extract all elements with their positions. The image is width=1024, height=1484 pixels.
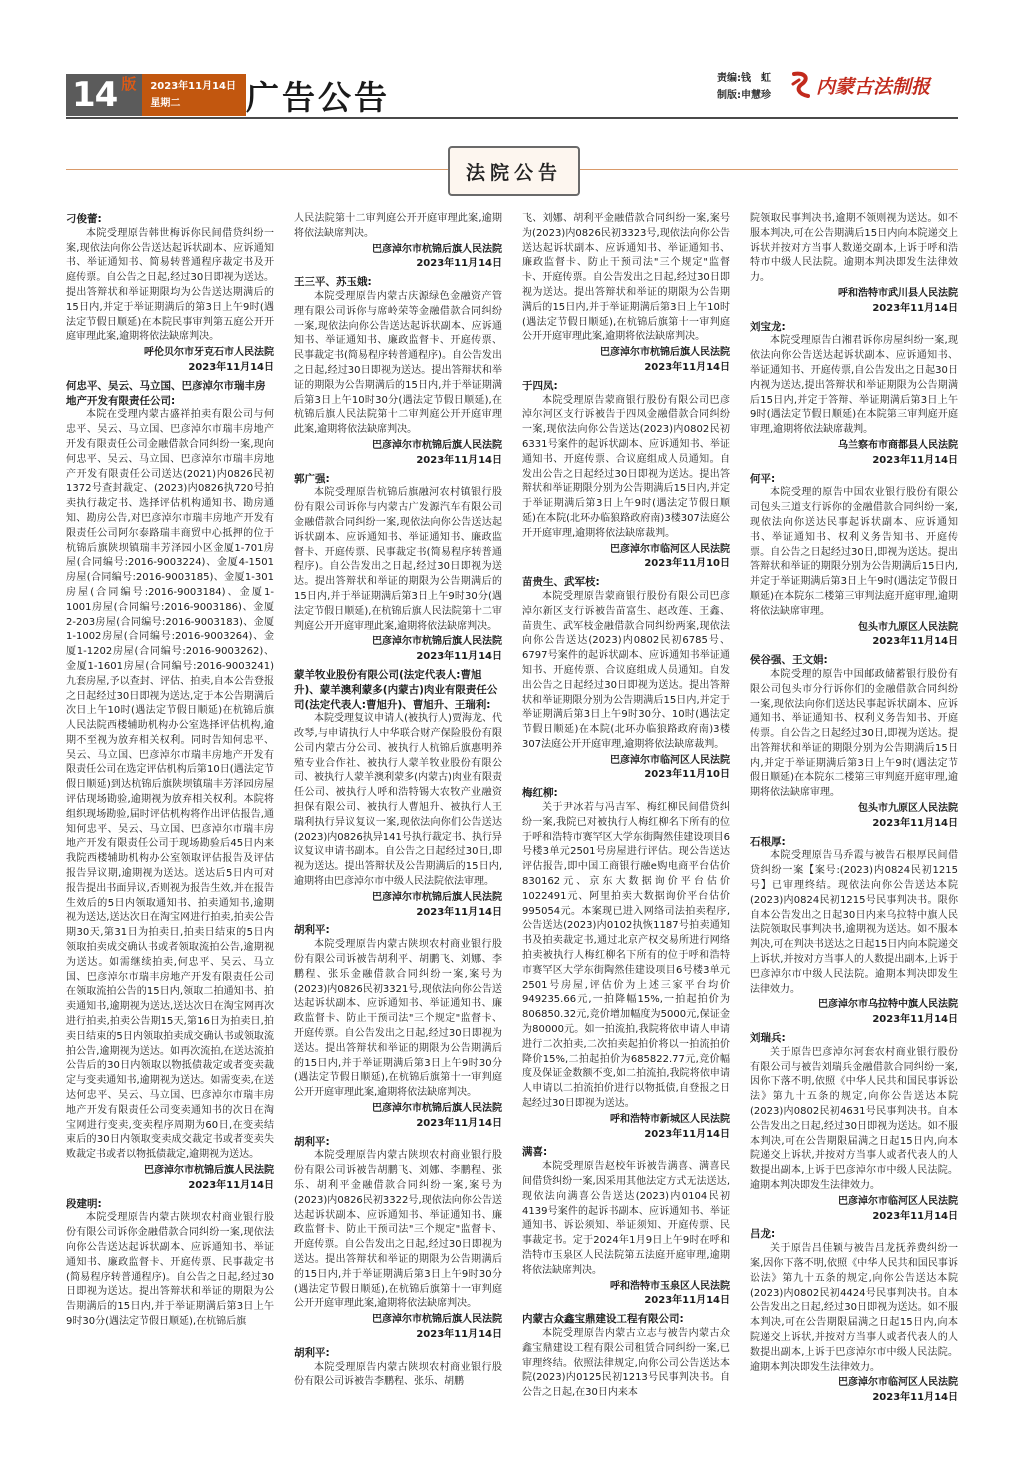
notice-body: 人民法院第十二审判庭公开开庭审理此案,逾期将依法缺席判决。 (294, 213, 502, 239)
notice-court: 巴彦淖尔市杭锦后旗人民法院 (372, 1103, 502, 1115)
notice-body: 飞、刘娜、胡利平金融借款合同纠纷一案,案号为(2023)内0826民初3323号,现依法向你公告送达起诉状副本、应诉通知书、举证通知书、廉政监督卡、防止干预司法"三个规定"监督卡、开庭传票。自公告发出之日起,经过30日即视为送达。提出答辩状和举证的期限为公告期满后的15日内,并于举证期满后第3日上午10时(遇法定节假日顺延),在杭锦后旗第十一审判庭公开开庭审理此案,逾期将依法缺席判决。 (522, 213, 730, 343)
notice-court: 呼和浩特市玉泉区人民法院 (610, 1280, 730, 1292)
notice-body: 本院受理原告韩世梅诉你民间借贷纠纷一案,现依法向你公告送达起诉状副本、应诉通知书、举证通知书、简易转普通程序裁定书及开庭传票。自公告之日起,经过30日即视为送达。提出答辩状和举证期限均为公告送达期满后的15日内,并定于举证期满后的第3日上午9时(遇法定节假日顺延)在本院民事审判第五庭公开开庭审理此案,逾期将依法缺席判决。 (66, 227, 274, 343)
notice-court: 包头市九原区人民法院 (858, 621, 958, 633)
court-notice (522, 212, 730, 376)
column-1 (66, 212, 274, 1476)
notice-body: 本院受理原告蒙商银行股份有限公司巴彦淖尔新区支行诉被告苗富生、赵改莲、王鑫、苗贵生、武军枝金融借款合同纠纷两案,现依法向你公告送达(2023)内0802民初6785号、6797号案件的起诉状副本、应诉通知书举证通知书、开庭传票、合议庭组成人员通知。自发出公告之日起经过30日即视为送达。提出答辩状和举证期限分别为公告期满后15日内,并定于举证期满后第3日上午9时30分、10时(遇法定节假日顺延)在本院(北环办临狼路政府南)3楼307法庭公开开庭审理,逾期将依法缺席裁判。 (522, 590, 730, 750)
notice-date: 2023年11月14日 (188, 1179, 274, 1191)
notice-court: 巴彦淖尔市乌拉特中旗人民法院 (818, 999, 958, 1011)
notice-addressee: 何忠平、吴云、马立国、巴彦淖尔市瑞丰房地产开发有限责任公司: (66, 379, 266, 407)
court-notice (294, 1135, 502, 1343)
notice-court: 包头市九原区人民法院 (858, 803, 958, 815)
notice-addressee: 内蒙古众鑫宝鼎建设工程有限公司: (522, 1313, 684, 1326)
notice-addressee: 石根厚: (750, 835, 786, 848)
notice-date: 2023年11月10日 (644, 558, 730, 570)
notice-court: 呼伦贝尔市牙克石市人民法院 (144, 347, 274, 359)
notice-court: 巴彦淖尔市杭锦后旗人民法院 (600, 347, 730, 359)
court-notice (294, 668, 502, 921)
court-notice (66, 1197, 274, 1330)
notice-date: 2023年11月14日 (872, 1014, 958, 1026)
header-rule (66, 117, 958, 119)
notice-addressee: 苗贵生、武军枝: (522, 576, 600, 589)
notice-body: 本院受理复议申请人(被执行人)贾海龙、代改琴,与申请执行人中华联合财产保险股份有限公司内蒙古分公司、被执行人杭锦后旗惠明养殖专业合作社、被执行人蒙羊牧业股份有限公司、被执行人蒙羊澳利蒙多(内蒙古)肉业有限责任公司、被执行人呼和浩特锡大农牧产业融资担保有限公司、被执行人曹旭升、被执行人王瑞利执行异议复议一案,现依法向你们公告送达(2023)内0826执异141号执行裁定书、执行异议复议申请书副本。自公告之日起经过30日,即视为送达。提出答辩状及公告期满后的15日内,逾期将由巴彦淖尔市中级人民法院依法审理。 (294, 713, 502, 888)
page-number-block (66, 74, 246, 116)
notice-body: 本院受理原告内蒙古立志与被告内蒙古众鑫宝鼎建设工程有限公司租赁合同纠纷一案,已审理终结。依照法律规定,向你公司公告送达本院(2023)内0125民初1213号民事判决书。自公告之日起,在30日内来本 (522, 1327, 730, 1399)
notice-addressee: 蒙羊牧业股份有限公司(法定代表人:曹旭升)、蒙羊澳利蒙多(内蒙古)肉业有限责任公司(法定代表人:曹旭升)、曹旭升、王瑞利: (294, 668, 498, 711)
court-notice (522, 379, 730, 572)
editor-line: 责编:钱 虹 (717, 73, 771, 84)
notice-body: 本院受理原告内蒙古庆源绿色金融资产管理有限公司诉你与席岭荣等金融借款合同纠纷一案,现依法向你公告送达起诉状副本、应诉通知书、举证通知书、廉政监督卡、开庭传票、民事裁定书(简易程序转普通程序)。自公告发出之日起,经过30日即视为送达。提出答辩状和举证的期限为公告期满后的15日内,并于举证期满后第3日上午10时30分(遇法定节假日顺延),在杭锦后旗人民法院第十二审判庭公开开庭审理此案,逾期将依法缺席判决。 (294, 290, 502, 436)
page-suffix: 版 (121, 74, 142, 116)
court-notice (66, 212, 274, 376)
newspaper-logo-icon (790, 70, 812, 100)
notice-date: 2023年11月14日 (416, 1328, 502, 1340)
notice-court: 乌兰察布市商都县人民法院 (838, 439, 958, 451)
notice-body: 本院受理原告内蒙古陕坝农村商业银行股份有限公司诉被告李鹏程、张乐、胡鹏 (294, 1361, 502, 1388)
column-4 (750, 212, 958, 1476)
court-notice (750, 472, 958, 651)
notice-court: 巴彦淖尔市杭锦后旗人民法院 (372, 1314, 502, 1326)
notice-date: 2023年11月14日 (872, 1210, 958, 1222)
court-notice (294, 923, 502, 1131)
notice-date: 2023年11月14日 (644, 1128, 730, 1140)
notice-date: 2023年11月14日 (872, 454, 958, 466)
issue-date-box (142, 74, 246, 116)
masthead (0, 0, 1024, 130)
column-3 (522, 212, 730, 1476)
notice-date: 2023年11月14日 (644, 1295, 730, 1307)
editor-credits (717, 70, 771, 104)
newspaper-name: 内蒙古法制报 (816, 75, 931, 98)
court-notice (294, 212, 502, 272)
notice-addressee: 段建明: (66, 1197, 102, 1210)
notice-body: 本院受理原告赵校年诉被告满喜、满喜民间借贷纠纷一案,因采用其他法定方式无法送达,现依法向满喜公告送达(2023)内0104民初4139号案件的起诉书副本、应诉通知书、举证通知书、诉讼须知、举证须知、开庭传票、民事裁定书。定于2024年1月9日上午9时在呼和浩特市玉泉区人民法院第五法庭开庭审理,逾期将依法缺席判决。 (522, 1161, 730, 1276)
court-notice (750, 212, 958, 317)
banner-title: 法院公告 (465, 161, 562, 184)
banner-box (448, 146, 580, 196)
notice-date: 2023年11月14日 (872, 1392, 958, 1404)
notice-date: 2023年11月14日 (872, 302, 958, 314)
court-notice (522, 786, 730, 1142)
court-notice (294, 472, 502, 665)
notice-addressee: 满喜: (522, 1146, 548, 1159)
notice-date: 2023年11月14日 (416, 258, 502, 270)
notice-body: 院领取民事判决书,逾期不领则视为送达。如不服本判决,可在公告期满后15日内向本院递交上诉状并按对方当事人数递交副本,上诉于呼和浩特市中级人民法院。逾期本判决即发生法律效力。 (750, 213, 958, 284)
court-notice (750, 320, 958, 469)
court-notice (294, 1346, 502, 1390)
notice-addressee: 胡利平: (294, 1346, 330, 1359)
notice-date: 2023年11月14日 (416, 651, 502, 663)
notice-addressee: 侯谷强、王文娟: (750, 654, 828, 667)
notice-date: 2023年11月10日 (644, 769, 730, 781)
notice-body: 关于原告吕佳颖与被告吕龙抚养费纠纷一案,因你下落不明,依照《中华人民共和国民事诉讼法》第九十五条的规定,向你公告送达本院(2023)内0802民初4424号民事判决书。自本公告发出之日起,经过30日即视为送达。如不服本判决,可在公告期限届满之日起15日内,向本院递交上诉状,并按对方当事人或者代表人的人数提出副本,上诉于巴彦淖尔市中级人民法院。逾期本判决即发生法律效力。 (750, 1243, 958, 1373)
notice-addressee: 刘瑞兵: (750, 1032, 786, 1045)
column-2 (294, 212, 502, 1476)
notice-body: 本院在受理内蒙古盛祥拍卖有限公司与何忠平、吴云、马立国、巴彦淖尔市瑞丰房地产开发有限责任公司金融借款合同纠纷一案,现向何忠平、吴云、马立国、巴彦淖尔市瑞丰房地产开发有限责任公司送达(2021)内0826民初1372号查封裁定、(2023)内0826执720号拍卖执行裁定书、选择评估机构通知书、勘房通知、勘房公告,对巴彦淖尔市瑞丰房地产开发有限责任公司阿尔泰路瑞丰商贸中心抵押的位于杭锦后旗陕坝镇瑞丰芳泽园小区金厦1-701房屋(合同编号:2016-9003224)、金厦4-1501房屋(合同编号:2016-9003185)、金厦1-301房屋(合同编号:2016-9003184)、金厦1-1001房屋(合同编号:2016-9003186)、金厦2-203房屋(合同编号:2016-9003183)、金厦1-1002房屋(合同编号:2016-9003264)、金厦1-1202房屋(合同编号:2016-9003262)、金厦1-1601房屋(合同编号:2016-9003241)九套房屋,予以查封、评估、拍卖,自本公告登报之日起经过30日即视为送达,定于本公告期满后次日上午10时(遇法定节假日顺延)在杭锦后旗人民法院西楼辅助机构办公室选择评估机构,逾期不至视为放弃相关权利。同时告知何忠平、吴云、马立国、巴彦淖尔市瑞丰房地产开发有限责任公司在选定评估机构后第10日(遇法定节假日顺延)到达杭锦后旗陕坝镇瑞丰芳泽园房屋评估现场勘验,逾期视为放弃相关权利。本院将组织现场勘验,届时评估机构将作出评估报告,通知何忠平、吴云、马立国、巴彦淖尔市瑞丰房地产开发有限责任公司于现场勘验后45日内来我院西楼辅助机构办公室领取评估报告及评估报告异议期,逾期视为送达。送达后5日内可对报告提出书面异议,否则视为报告生效,并在报告生效后的5日内领取通知书、拍卖通知书,逾期视为送达,送达次日在淘宝网进行拍卖,拍卖公告期30天,第31日为拍卖日,拍卖日结束的5日内领取拍卖成交确认书或者领取流拍公告,逾期视为送达。如需继续拍卖,何忠平、吴云、马立国、巴彦淖尔市瑞丰房地产开发有限责任公司在领取流拍公告的15日内,领取二拍通知书、拍卖通知书,逾期视为送达,送达次日在淘宝网再次进行拍卖,拍卖公告期15天,第16日为拍卖日,拍卖日结束的5日内领取拍卖成交确认书或领取流拍公告,逾期视为送达。如再次流拍,在送达流拍公告后的30日内领取以物抵债裁定或者变卖裁定与变卖通知书,逾期视为送达。如需变卖,在送达何忠平、吴云、马立国、巴彦淖尔市瑞丰房地产开发有限责任公司变卖通知书的次日在淘宝网进行变卖,变卖程序周期为60日,在变卖结束后的30日内领取变卖成交裁定书或者变卖失败裁定书或者以物抵债裁定,逾期视为送达。 (66, 409, 274, 1161)
notice-addressee: 吕龙: (750, 1228, 776, 1241)
court-notice (750, 1031, 958, 1224)
notice-body: 本院受理原告马乔霞与被告石根厚民间借贷纠纷一案【案号:(2023)内0824民初1215号】已审理终结。现依法向你公告送达本院(2023)内0824民初1215号民事判决书。限你自本公告发出之日起30日内来乌拉特中旗人民法院领取民事判决书,逾期视为送达。如不服本判决,可在判决书送达之日起15日内向本院递交上诉状,并按对方当事人的人数提出副本,上诉于巴彦淖尔市中级人民法院。逾期本判决即发生法律效力。 (750, 850, 958, 995)
notice-date: 2023年11月14日 (188, 361, 274, 373)
court-notice (294, 275, 502, 468)
notice-body: 关于原告巴彦淖尔河套农村商业银行股份有限公司与被告刘瑞兵金融借款合同纠纷一案,因你下落不明,依照《中华人民共和国民事诉讼法》第九十五条的规定,向你公告送达本院(2023)内0802民初4631号民事判决书。自本公告发出之日起,经过30日即视为送达。如不服本判决,可在公告期限届满之日起15日内,向本院递交上诉状,并按对方当事人或者代表人的人数提出副本,上诉于巴彦淖尔市中级人民法院。逾期本判决即发生法律效力。 (750, 1046, 958, 1191)
notice-body: 本院受理的原告中国农业银行股份有限公司包头三道支行诉你的金融借款合同纠纷一案,现依法向你送达民事起诉状副本、应诉通知书、举证通知书、权利义务告知书、开庭传票。自公告之日起经过30日,即视为送达。提出答辩状和举证的期限分别为公告期满后15日内,并定于举证期满后第3日上午9时(遇法定节假日顺延)在本院东二楼第三审判法庭开庭审理,逾期将依法缺席审理。 (750, 487, 958, 617)
issue-date: 2023年11月14日 (150, 81, 237, 92)
banner-left-line (66, 169, 448, 170)
notice-body: 本院受理原告内蒙古陕坝农村商业银行股份有限公司诉你金融借款合同纠纷一案,现依法向你公告送达起诉状副本、应诉通知书、举证通知书、廉政监督卡、开庭传票、民事裁定书(简易程序转普通程序)。自公告之日起,经过30日即视为送达。提出答辩状和举证的期限为公告期满后的15日内,并于举证期满后第3日上午9时30分(遇法定节假日顺延),在杭锦后旗 (66, 1212, 274, 1327)
notice-body: 关于尹冰若与冯吉军、梅红柳民间借贷纠纷一案,我院已对被执行人梅红柳名下所有的位于呼和浩特市赛罕区大学东街陶然佳建设项目6号楼3单元2501号房屋进行评估。现公告送达评估报告,即中国工商银行融e购电商平台估价830162元、京东大数据询价平台估价1022491元、阿里拍卖大数据询价平台估价995054元。本案现已进入网络司法拍卖程序,公告送达(2023)内0102执恢1187号拍卖通知书及拍卖裁定书,通过北京产权交易所进行网络拍卖被执行人梅红柳名下所有的位于呼和浩特市赛罕区大学东街陶然佳建设项目6号楼3单元2501号房屋,评估价为上述三家平台均价949235.66元,一拍降幅15%,一拍起拍价为806850.32元,竞价增加幅度为5000元,保证金为80000元。如一拍流拍,我院将依申请人申请进行二次拍卖,二次拍卖起拍价将以一拍流拍价降价15%,二拍起拍价为685822.77元,竞价幅度及保证金数额不变,如二拍流拍,我院将依申请人申请以二拍流拍价进行以物抵债,自登报之日起经过30日即视为送达。 (522, 802, 730, 1110)
page-number: 14 (66, 74, 121, 116)
notice-court: 巴彦淖尔市杭锦后旗人民法院 (372, 439, 502, 451)
notice-court: 巴彦淖尔市杭锦后旗人民法院 (372, 636, 502, 648)
notice-court: 巴彦淖尔市杭锦后旗人民法院 (372, 243, 502, 255)
notice-body: 本院受理的原告中国邮政储蓄银行股份有限公司包头市分行诉你们的金融借款合同纠纷一案,现依法向你们送达民事起诉状副本、应诉通知书、举证通知书、权利义务告知书、开庭传票。自公告之日起经过30日,即视为送达。提出答辩状和举证的期限分别为公告期满后15日内,并定于举证期满后第3日上午9时(遇法定节假日顺延)在本院东二楼第三审判庭开庭审理,逾期将依法缺席审理。 (750, 668, 958, 799)
section-banner (0, 140, 1024, 200)
court-notice (750, 1227, 958, 1406)
notice-body: 本院受理原告蒙商银行股份有限公司巴彦淖尔河区支行诉被告于四凤金融借款合同纠纷一案,现依法向你公告送达(2023)内0802民初6331号案件的起诉状副本、应诉通知书、举证通知书、开庭传票、合议庭组成人员通知。自发出公告之日起经过30日即视为送达。提出答辩状和举证期限分别为公告期满后15日内,并定于举证期满后第3日上午9时(遇法定节假日顺延)在本院(北环办临狼路政府南)3楼307法庭公开开庭审理,逾期将依法缺席裁判。 (522, 394, 730, 539)
section-title: 广告公告 (246, 78, 390, 117)
notice-court: 巴彦淖尔市临河区人民法院 (838, 1195, 958, 1207)
notice-court: 巴彦淖尔市临河区人民法院 (838, 1377, 958, 1389)
producer-line: 制版:申慧珍 (717, 90, 771, 101)
court-notice (750, 653, 958, 832)
notice-date: 2023年11月14日 (416, 906, 502, 918)
notice-body: 本院受理原告内蒙古陕坝农村商业银行股份有限公司诉被告胡鹏飞、刘娜、李鹏程、张乐、胡利平金融借款合同纠纷一案,案号为(2023)内0826民初3322号,现依法向你公告送达起诉状副本、应诉通知书、举证通知书、廉政监督卡、防止干预司法"三个规定"监督卡、开庭传票。自公告发出之日起,经过30日即视为送达。提出答辩状和举证的期限为公告期满后的15日内,并于举证期满后第3日上午9时30分(遇法定节假日顺延),在杭锦后旗第十一审判庭公开开庭审理此案,逾期将依法缺席判决。 (294, 1150, 502, 1310)
notice-date: 2023年11月14日 (872, 636, 958, 648)
notice-addressee: 胡利平: (294, 1135, 330, 1148)
issue-weekday: 星期二 (150, 98, 181, 109)
notice-court: 巴彦淖尔市临河区人民法院 (610, 754, 730, 766)
notice-date: 2023年11月14日 (416, 1117, 502, 1129)
banner-right-line (580, 169, 958, 170)
notice-court: 巴彦淖尔市杭锦后旗人民法院 (372, 891, 502, 903)
notice-addressee: 梅红柳: (522, 787, 558, 800)
notice-addressee: 王三平、苏玉娥: (294, 276, 372, 289)
notice-addressee: 刁俊蕾: (66, 213, 102, 225)
notice-court: 巴彦淖尔市杭锦后旗人民法院 (144, 1165, 274, 1176)
notice-addressee: 于四凤: (522, 379, 558, 392)
newspaper-logo (790, 70, 930, 100)
notice-body: 本院受理原告杭锦后旗融河农村镇银行股份有限公司诉你与内蒙古广发源汽车有限公司金融借款合同纠纷一案,现依法向你公告送达起诉状副本、应诉通知书、举证通知书、廉政监督卡、开庭传票、民事裁定书(简易程序转普通程序)。自公告发出之日起,经过30日即视为送达。提出答辩状和举证的期限为公告期满后的15日内,并于举证期满后第3日上午9时30分(遇法定节假日顺延),在杭锦后旗人民法院第十二审判庭公开开庭审理此案,逾期将依法缺席判决。 (294, 487, 502, 632)
notice-columns (66, 212, 958, 1476)
notice-addressee: 郭广强: (294, 472, 330, 485)
notice-body: 本院受理原告白湘君诉你房屋纠纷一案,现依法向你公告送达起诉状副本、应诉通知书、举证通知书、开庭传票,自公告发出之日起30日内视为送达,提出答辩状和举证期限为公告期满后15日内,并定于答辩、举证期满后第3日上午9时(遇法定节假日顺延)在本院第三审判庭开庭审理,逾期将依法缺席裁判。 (750, 335, 958, 436)
notice-court: 巴彦淖尔市临河区人民法院 (610, 543, 730, 555)
notice-addressee: 胡利平: (294, 924, 330, 937)
notice-court: 呼和浩特市武川县人民法院 (838, 287, 958, 299)
notice-body: 本院受理原告内蒙古陕坝农村商业银行股份有限公司诉被告胡利平、胡鹏飞、刘娜、李鹏程、张乐金融借款合同纠纷一案,案号为(2023)内0826民初3321号,现依法向你公告送达起诉状副本、应诉通知书、举证通知书、廉政监督卡、防止干预司法"三个规定"监督卡、开庭传票。自公告发出之日起,经过30日即视为送达。提出答辩状和举证的期限为公告期满后的15日内,并于举证期满后第3日上午9时30分(遇法定节假日顺延),在杭锦后旗第十一审判庭公开开庭审理此案,逾期将依法缺席判决。 (294, 939, 502, 1099)
notice-date: 2023年11月14日 (872, 817, 958, 829)
court-notice (522, 575, 730, 783)
court-notice (750, 835, 958, 1028)
notice-date: 2023年11月14日 (644, 361, 730, 373)
notice-date: 2023年11月14日 (416, 454, 502, 466)
court-notice (522, 1145, 730, 1309)
notice-court: 呼和浩特市新城区人民法院 (610, 1113, 730, 1125)
notice-addressee: 何平: (750, 472, 776, 485)
notice-addressee: 刘宝龙: (750, 320, 786, 333)
court-notice (522, 1312, 730, 1401)
court-notice (66, 379, 274, 1194)
